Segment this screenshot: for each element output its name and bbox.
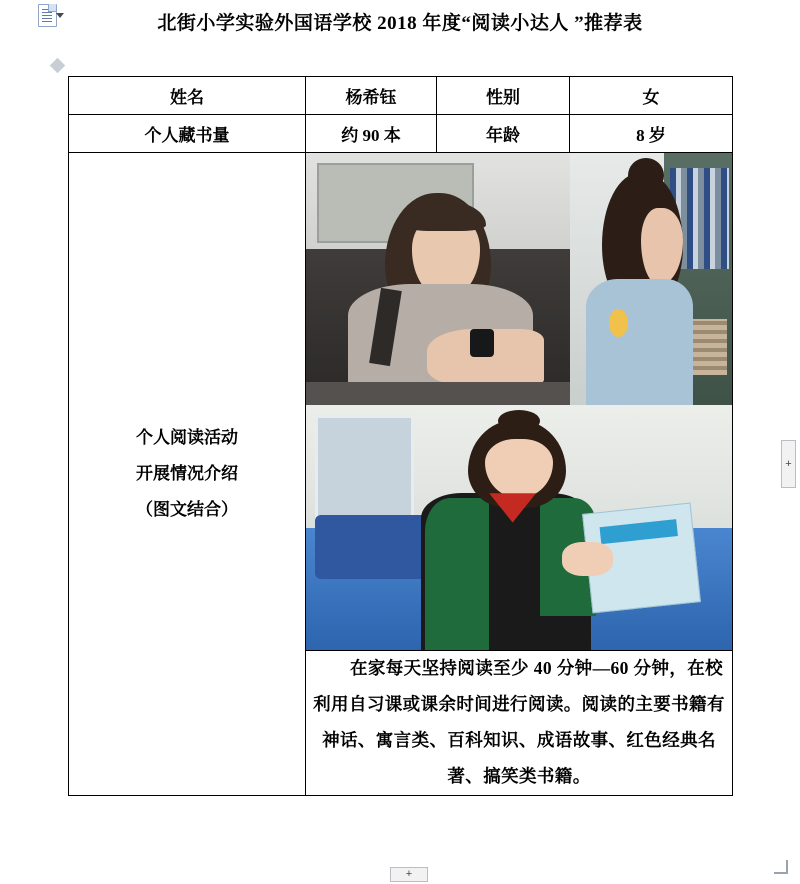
activity-label-line1: 个人阅读活动 — [136, 428, 238, 448]
photo-c-jacket-left-panel — [425, 498, 489, 650]
name-label-cell: 姓名 — [69, 77, 306, 115]
table-move-handle[interactable] — [50, 58, 66, 74]
photo-a-desk — [306, 382, 570, 405]
gender-label-cell: 性别 — [437, 77, 570, 115]
photo-b-body — [586, 279, 693, 405]
add-row-button[interactable]: + — [390, 867, 428, 882]
photo-girl-reading-at-shelf — [570, 153, 732, 405]
photo-a-watch — [470, 329, 494, 357]
books-label-cell: 个人藏书量 — [69, 115, 306, 153]
page-title: 北街小学实验外国语学校 2018 年度“阅读小达人 ”推荐表 — [157, 13, 643, 34]
table-row — [69, 77, 733, 115]
photo-c-bun — [498, 410, 541, 432]
activity-paragraph-cell[interactable] — [306, 651, 733, 796]
name-value-cell[interactable]: 杨希钰 — [306, 77, 437, 115]
photo-b-bun — [628, 158, 664, 193]
recommendation-table — [68, 76, 733, 796]
photo-c-window — [315, 415, 415, 519]
photo-c-hand — [562, 542, 613, 576]
age-label-cell: 年龄 — [437, 115, 570, 153]
books-value-cell[interactable]: 约 90 本 — [306, 115, 437, 153]
activity-label-line3: （图文结合） — [136, 499, 238, 519]
table-row — [69, 153, 733, 651]
add-column-button[interactable]: + — [781, 440, 796, 488]
photo-girl-in-classroom — [306, 405, 732, 650]
activity-label-cell — [69, 153, 306, 796]
activity-label-line2: 开展情况介绍 — [136, 463, 238, 483]
photo-girl-reading-at-desk — [306, 153, 570, 405]
age-value-cell[interactable]: 8 岁 — [570, 115, 733, 153]
table-row — [69, 115, 733, 153]
activity-paragraph: 在家每天坚持阅读至少 40 分钟—60 分钟，在校利用自习课或课余时间进行阅读。阅读的主要书籍有神话、寓言类、百科知识、成语故事、红色经典名著、搞笑类书籍。 — [313, 658, 725, 786]
gender-value-cell[interactable]: 女 — [570, 77, 733, 115]
activity-photos-cell — [306, 153, 733, 651]
photo-collage — [306, 153, 732, 650]
table-resize-handle[interactable] — [774, 860, 788, 874]
photo-row-top — [306, 153, 732, 405]
